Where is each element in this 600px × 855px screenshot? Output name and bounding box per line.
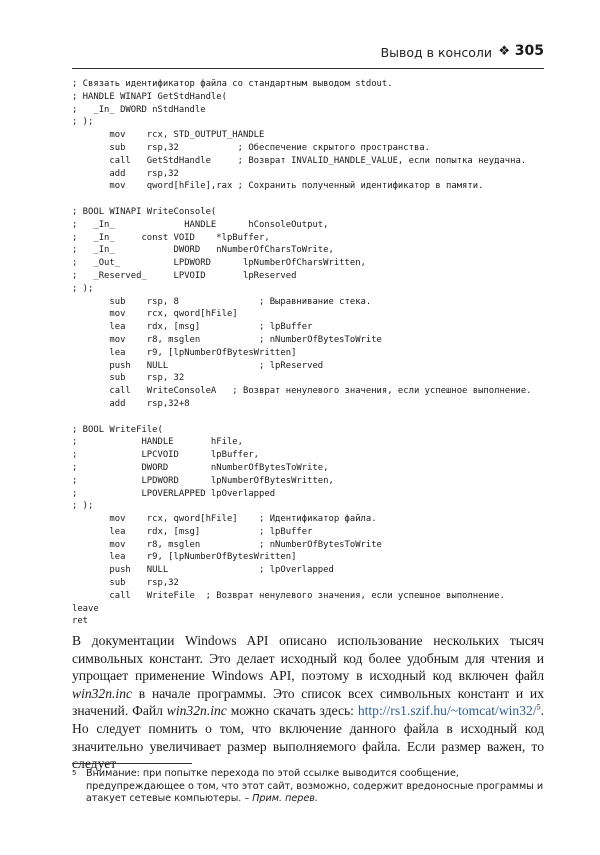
code-line: ; _Reserved_ LPVOID lpReserved <box>72 270 297 281</box>
paragraph-text-2: в начале программы. Это список всех символьных констант и их значений. Файл <box>72 685 544 719</box>
translator-note: Прим. перев. <box>252 793 318 805</box>
code-line: mov rcx, qword[hFile] ; Идентификатор файла. <box>72 514 377 525</box>
filename-win32n-inc-2: win32n.inc <box>166 703 227 719</box>
code-line: mov rcx, qword[hFile] <box>72 309 238 320</box>
code-line: call GetStdHandle ; Возврат INVALID_HANDLE_VALUE, если попытка неудачна. <box>72 155 527 166</box>
code-line: push NULL ; lpOverlapped <box>72 565 334 576</box>
code-line: sub rsp, 8 ; Выравнивание стека. <box>72 296 372 307</box>
code-line: ; DWORD nNumberOfBytesToWrite, <box>72 462 329 473</box>
code-line: lea r9, [lpNumberOfBytesWritten] <box>72 552 297 563</box>
code-line: sub rsp, 32 <box>72 373 185 384</box>
paragraph-text-3: можно скачать здесь: <box>226 703 358 719</box>
footnote-text: Внимание: при попытке перехода по этой ссылке выводится сообщение, предупреждающее о том, что этот сайт, возможно, содержит вредоносные программы и атакует сетевые компьютеры. – <box>86 768 544 805</box>
code-line: ; HANDLE hFile, <box>72 437 243 448</box>
code-line: sub rsp,32 <box>72 578 179 589</box>
code-line: ; Связать идентификатор файла со стандартным выводом stdout. <box>72 79 393 89</box>
code-line: mov r8, msglen ; nNumberOfBytesToWrite <box>72 334 382 345</box>
code-line: ; ); <box>72 117 94 128</box>
code-line: ; BOOL WriteFile( <box>72 424 163 435</box>
code-line: push NULL ; lpReserved <box>72 360 324 371</box>
code-line: ret <box>72 616 89 627</box>
code-line: ; HANDLE WINAPI GetStdHandle( <box>72 91 227 102</box>
code-line: ; LPDWORD lpNumberOfBytesWritten, <box>72 475 334 486</box>
code-line: mov r8, msglen ; nNumberOfBytesToWrite <box>72 539 382 550</box>
download-link[interactable]: http://rs1.szif.hu/~tomcat/win32/ <box>357 703 537 719</box>
code-line: lea rdx, [msg] ; lpBuffer <box>72 526 313 537</box>
paragraph-text-4: . Но следует помнить о том, что включение данного файла в исходный код значительно увеличивает размер выполняемого файла. Если размер важен, то следует <box>72 703 545 772</box>
code-line: ; _In_ DWORD nNumberOfCharsToWrite, <box>72 245 334 256</box>
code-line: add rsp,32+8 <box>72 398 190 409</box>
code-line: ; LPOVERLAPPED lpOverlapped <box>72 488 276 499</box>
code-line: sub rsp,32 ; Обеспечение скрытого пространства. <box>72 142 430 153</box>
code-line <box>72 411 552 424</box>
code-line: call WriteFile ; Возврат ненулевого значения, если успешное выполнение. <box>72 590 505 601</box>
code-line: mov rcx, STD_OUTPUT_HANDLE <box>72 130 265 141</box>
code-line: ; _Out_ LPDWORD lpNumberOfCharsWritten, <box>72 258 366 269</box>
body-paragraph <box>72 632 544 773</box>
code-line: ; LPCVOID lpBuffer, <box>72 450 260 461</box>
code-line: mov qword[hFile],rax ; Сохранить полученный идентификатор в памяти. <box>72 181 484 192</box>
filename-win32n-inc: win32n.inc <box>72 685 133 701</box>
code-line <box>72 193 552 206</box>
code-line: ; BOOL WINAPI WriteConsole( <box>72 206 217 217</box>
code-line: ; ); <box>72 283 94 294</box>
code-line: ; ); <box>72 501 94 512</box>
code-line: lea rdx, [msg] ; lpBuffer <box>72 322 313 333</box>
footnote <box>72 768 544 806</box>
code-line: call WriteConsoleA ; Возврат ненулевого значения, если успешное выполнение. <box>72 386 532 397</box>
diamond-separator-icon: ❖ <box>498 44 510 59</box>
running-header <box>72 40 544 69</box>
paragraph-text-1: В документации Windows API описано использование нескольких тысяч символьных констант. Это делает исходный код более удобным для чтения и упрощает применение Windows API, поэтому в исходный код включен файл <box>72 633 544 684</box>
footnote-reference: 5 <box>536 702 541 712</box>
section-title: Вывод в консоли <box>380 45 492 60</box>
page-number: 305 <box>514 43 544 59</box>
footnote-number: 5 <box>72 769 77 777</box>
code-listing <box>72 78 552 628</box>
code-line: ; _In_ DWORD nStdHandle <box>72 104 206 115</box>
code-line: ; _In_ const VOID *lpBuffer, <box>72 232 270 243</box>
code-line: ; _In_ HANDLE hConsoleOutput, <box>72 219 329 230</box>
code-line: lea r9, [lpNumberOfBytesWritten] <box>72 347 297 358</box>
footnote-divider <box>72 763 192 764</box>
code-line: leave <box>72 603 99 614</box>
code-line: add rsp,32 <box>72 168 179 179</box>
